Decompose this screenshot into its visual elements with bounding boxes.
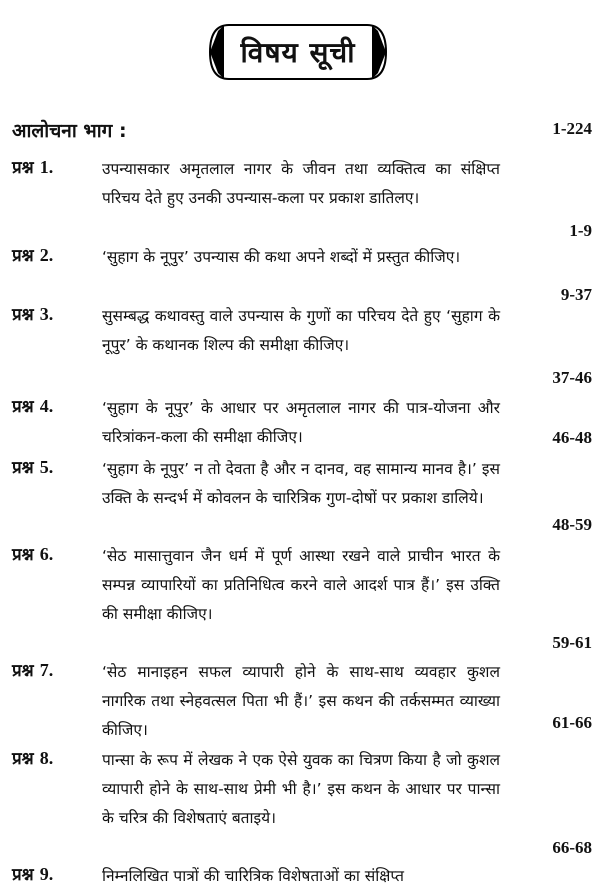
section-heading (12, 117, 592, 147)
question-text: पान्सा के रूप में लेखक ने एक ऐसे युवक का चित्रण किया है जो कुशल व्यापारी होने के साथ-साथ प्रेमी भी है।’ इस कथन के आधार पर पान्सा के चरित्र की विशेषताएं बताइये। (102, 751, 500, 827)
question-label: प्रश्न 2. (12, 245, 54, 266)
question-label: प्रश्न 3. (12, 304, 54, 325)
question-text: निम्नलिखित पात्रों की चारित्रिक विशेषताओं का संक्षिप्त (102, 867, 405, 885)
question-label: प्रश्न 1. (12, 157, 54, 178)
question-label: प्रश्न 4. (12, 396, 54, 417)
title-box (207, 22, 389, 82)
question-text: उपन्यासकार अमृतलाल नागर के जीवन तथा व्यक्तित्व का संक्षिप्त परिचय देते हुए उनकी उपन्यास-कला पर प्रकाश डातिलए। (102, 160, 500, 207)
page-range: 48-59 (552, 515, 592, 534)
page-range: 61-66 (552, 713, 592, 732)
page-range: 46-48 (552, 428, 592, 447)
question-text: ‘सुहाग के नूपुर’ के आधार पर अमृतलाल नागर की पात्र-योजना और चरित्रांकन-कला की समीक्षा कीजिए। (102, 399, 500, 446)
question-label: प्रश्न 9. (12, 864, 54, 885)
question-text: ‘सेठ मासात्तुवान जैन धर्म में पूर्ण आस्था रखने वाले प्राचीन भारत के सम्पन्न व्यापारियों का प्रतिनिधित्व करने वाले आदर्श पात्र हैं।’ इस उक्ति की समीक्षा कीजिए। (102, 547, 500, 623)
section-label: आलोचना भाग : (12, 120, 127, 142)
question-label: प्रश्न 6. (12, 544, 54, 565)
page-range: 37-46 (552, 368, 592, 387)
question-text: ‘सुहाग के नूपुर’ उपन्यास की कथा अपने शब्दों में प्रस्तुत कीजिए। (102, 248, 461, 266)
question-label: प्रश्न 8. (12, 748, 54, 769)
page-title: विषय सूची (240, 36, 356, 69)
page-range: 59-61 (552, 633, 592, 652)
page-range: 9-37 (560, 285, 592, 304)
page-range: 1-9 (569, 221, 592, 240)
question-text: सुसम्बद्ध कथावस्तु वाले उपन्यास के गुणों का परिचय देते हुए ‘सुहाग के नूपुर’ के कथानक शिल्प की समीक्षा कीजिए। (102, 307, 500, 354)
question-label: प्रश्न 7. (12, 660, 54, 681)
question-text: ‘सुहाग के नूपुर’ न तो देवता है और न दानव, वह सामान्य मानव है।’ इस उक्ति के सन्दर्भ में कोवलन के चारित्रिक गुण-दोषों पर प्रकाश डालिये। (102, 460, 500, 507)
question-text: ‘सेठ मानाइहन सफल व्यापारी होने के साथ-साथ व्यवहार कुशल नागरिक तथा स्नेहवत्सल पिता भी हैं।’ इस कथन की तर्कसम्मत व्याख्या कीजिए। (102, 663, 500, 739)
section-pages: 1-224 (552, 119, 592, 138)
page-range: 66-68 (552, 838, 592, 857)
question-label: प्रश्न 5. (12, 457, 54, 478)
